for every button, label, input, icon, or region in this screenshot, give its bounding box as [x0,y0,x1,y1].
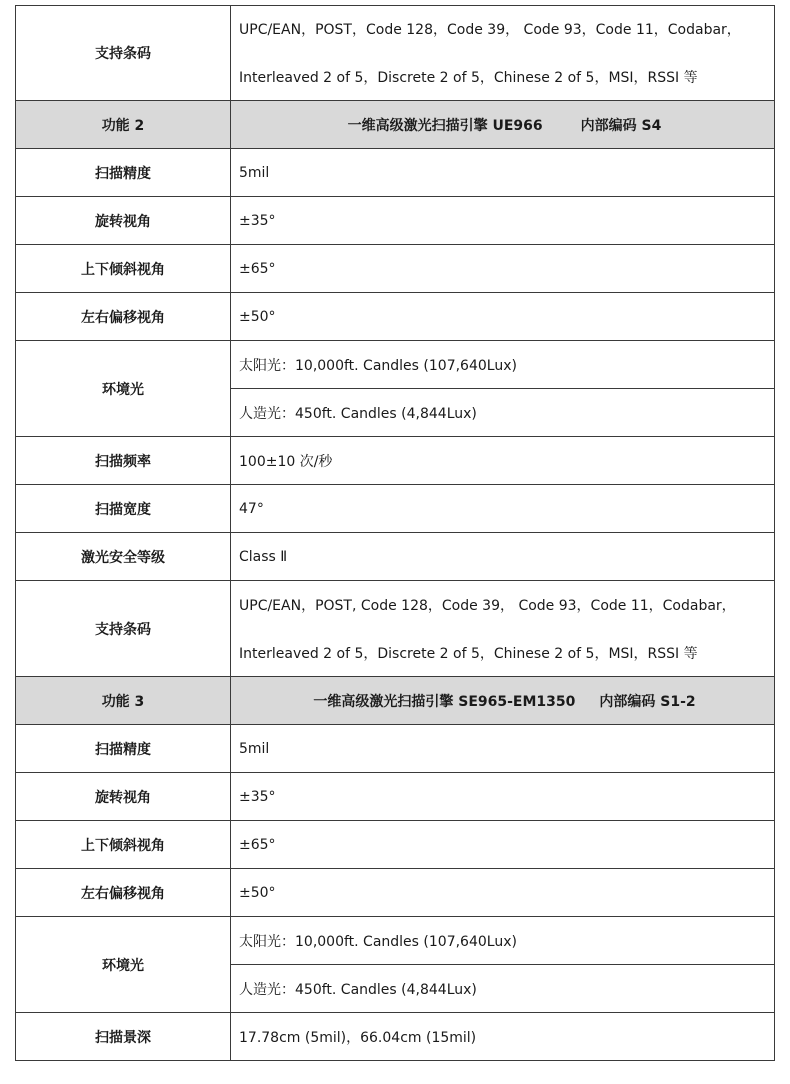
section-engine-cell [231,101,775,149]
spec-value-line: 人造光：450ft. Candles (4,844Lux) [231,389,775,437]
section-label: 功能 3 [16,677,231,725]
spec-value: 47° [231,485,775,533]
spec-value: Class Ⅱ [231,533,775,581]
spec-row [16,821,775,869]
spec-value-line: UPC/EAN，POST，Code 128，Code 39， Code 93，Code 11，Codabar， [231,6,775,54]
spec-value-line: 人造光：450ft. Candles (4,844Lux) [231,965,775,1013]
engine-model: 一维高级激光扫描引擎 SE965-EM1350 [313,693,576,710]
spec-label: 支持条码 [16,6,231,101]
spec-label: 左右偏移视角 [16,293,231,341]
engine-model: 一维高级激光扫描引擎 UE966 [347,117,543,134]
spec-value-line: 太阳光：10,000ft. Candles (107,640Lux) [231,917,775,965]
spec-value: ±35° [231,197,775,245]
spec-label: 激光安全等级 [16,533,231,581]
spec-row [16,917,775,965]
spec-label: 环境光 [16,917,231,1013]
spec-row [16,725,775,773]
spec-label: 扫描精度 [16,149,231,197]
spec-label: 扫描景深 [16,1013,231,1061]
spec-label: 扫描频率 [16,437,231,485]
spec-row [16,293,775,341]
spec-label: 环境光 [16,341,231,437]
spec-label: 旋转视角 [16,773,231,821]
spec-row [16,245,775,293]
spec-label: 上下倾斜视角 [16,821,231,869]
spec-row [16,485,775,533]
spec-label: 扫描精度 [16,725,231,773]
internal-code: 内部编码 S1-2 [599,693,696,710]
spec-value: 5mil [231,149,775,197]
spec-row [16,581,775,629]
spec-value: ±35° [231,773,775,821]
spec-row [16,341,775,389]
spec-value: ±65° [231,245,775,293]
spec-value: ±65° [231,821,775,869]
section-header-row [16,677,775,725]
spec-row [16,1013,775,1061]
spec-value: ±50° [231,293,775,341]
spec-label: 旋转视角 [16,197,231,245]
spec-row [16,437,775,485]
spec-row [16,6,775,54]
spec-value-line: Interleaved 2 of 5，Discrete 2 of 5，Chinese 2 of 5，MSI，RSSI 等 [231,53,775,101]
spec-label: 支持条码 [16,581,231,677]
spec-row [16,149,775,197]
spec-row [16,869,775,917]
section-engine-cell [231,677,775,725]
internal-code: 内部编码 S4 [580,117,662,134]
section-label: 功能 2 [16,101,231,149]
spec-table [15,5,775,1061]
spec-value: 100±10 次/秒 [231,437,775,485]
spec-row [16,773,775,821]
spec-label: 左右偏移视角 [16,869,231,917]
spec-value: 5mil [231,725,775,773]
section-header-row [16,101,775,149]
spec-value: 17.78cm (5mil)，66.04cm (15mil) [231,1013,775,1061]
spec-value-line: Interleaved 2 of 5，Discrete 2 of 5，Chinese 2 of 5，MSI，RSSI 等 [231,629,775,677]
spec-row [16,533,775,581]
spec-value: ±50° [231,869,775,917]
spec-row [16,197,775,245]
spec-label: 扫描宽度 [16,485,231,533]
spec-value-line: UPC/EAN，POST, Code 128，Code 39， Code 93，Code 11，Codabar， [231,581,775,629]
spec-value-line: 太阳光：10,000ft. Candles (107,640Lux) [231,341,775,389]
spec-label: 上下倾斜视角 [16,245,231,293]
